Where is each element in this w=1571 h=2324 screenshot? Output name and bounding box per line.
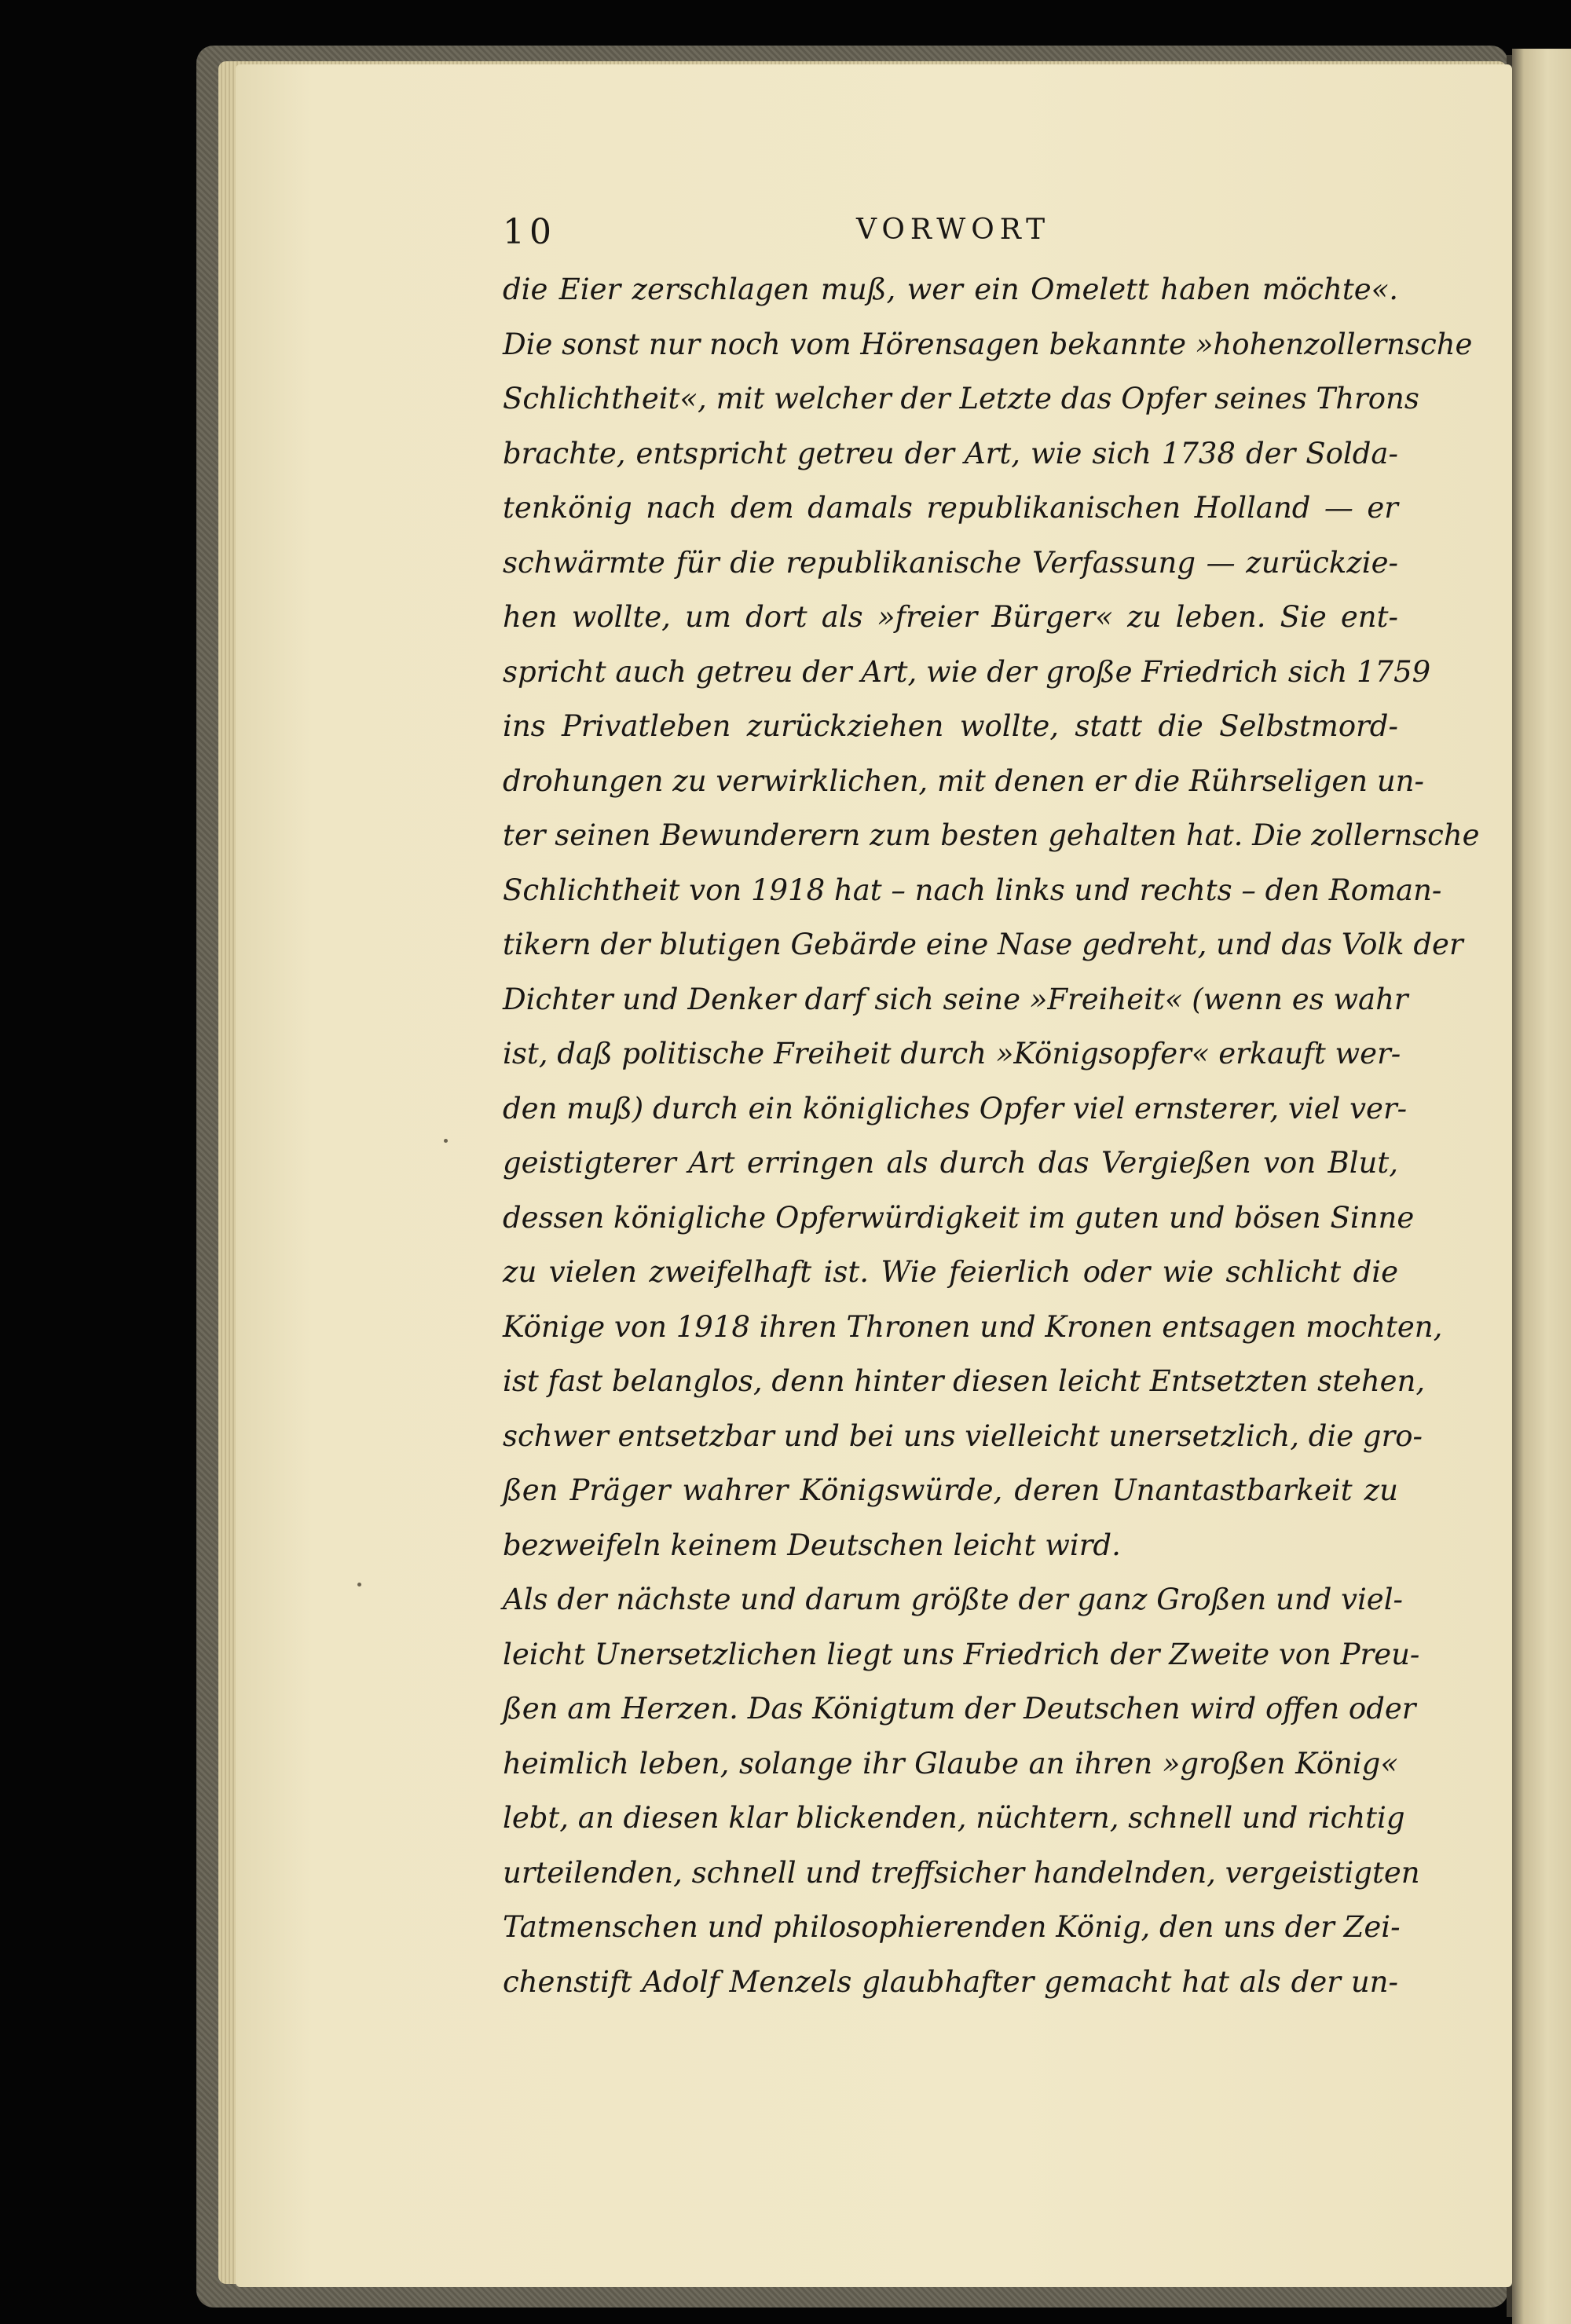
text-line: schwärmte für die republikanische Verfassung — zurückzie-: [503, 545, 1398, 580]
facing-page-edge: [1512, 49, 1571, 2324]
text-line: Schlichtheit von 1918 hat – nach links und rechts – den Roman-: [503, 873, 1442, 907]
text-line: Als der nächste und darum größte der ganz Großen und viel-: [503, 1583, 1404, 1616]
text-line: ins Privatleben zurückziehen wollte, statt die Selbstmord-: [503, 709, 1398, 743]
body-text: [503, 262, 1480, 2009]
paper-speck: [444, 1139, 448, 1143]
text-line: Die sonst nur noch vom Hörensagen bekannte »hohenzollernsche: [503, 327, 1473, 361]
text-line: Dichter und Denker darf sich seine »Freiheit« (wenn es wahr: [503, 982, 1408, 1016]
text-line: brachte, entspricht getreu der Art, wie sich 1738 der Solda-: [503, 436, 1398, 470]
page-number: 10: [503, 212, 556, 252]
text-line: ist fast belanglos, denn hinter diesen leicht Entsetzten stehen,: [503, 1364, 1426, 1398]
text-line: die Eier zerschlagen muß, wer ein Omelett haben möchte«.: [503, 273, 1398, 306]
paragraph: [503, 1572, 1420, 2009]
text-line: lebt, an diesen klar blickenden, nüchtern, schnell und richtig: [503, 1801, 1405, 1835]
text-line: spricht auch getreu der Art, wie der große Friedrich sich 1759: [503, 654, 1431, 689]
text-line: hen wollte, um dort als »freier Bürger« zu leben. Sie ent-: [503, 600, 1398, 634]
text-line: dessen königliche Opferwürdigkeit im guten und bösen Sinne: [503, 1200, 1415, 1235]
text-line: heimlich leben, solange ihr Glaube an ihren »großen König«: [503, 1746, 1398, 1781]
page-header: [503, 212, 1398, 259]
text-line: ßen Präger wahrer Königswürde, deren Unantastbarkeit zu: [503, 1473, 1398, 1507]
text-line: tikern der blutigen Gebärde eine Nase gedreht, und das Volk der: [503, 928, 1463, 961]
text-line: Tatmenschen und philosophierenden König, den uns der Zei-: [503, 1910, 1401, 1944]
text-line: geistigterer Art erringen als durch das Vergießen von Blut,: [503, 1146, 1398, 1180]
paragraph: [503, 262, 1480, 1572]
text-line: chenstift Adolf Menzels glaubhafter gemacht hat als der un-: [503, 1964, 1398, 1999]
text-line: urteilenden, schnell und treffsicher handelnden, vergeistigten: [503, 1855, 1420, 1890]
paper-speck: [357, 1583, 361, 1587]
text-line: den muß) durch ein königliches Opfer viel ernsterer, viel ver-: [503, 1091, 1408, 1125]
text-line: ist, daß politische Freiheit durch »Königsopfer« erkauft wer-: [503, 1037, 1401, 1071]
running-head: VORWORT: [856, 214, 1051, 246]
text-line: schwer entsetzbar und bei uns vielleicht unersetzlich, die gro-: [503, 1418, 1423, 1453]
text-line: ßen am Herzen. Das Königtum der Deutschen wird offen oder: [503, 1692, 1416, 1726]
text-line: drohungen zu verwirklichen, mit denen er die Rührseligen un-: [503, 763, 1425, 798]
text-line: Schlichtheit«, mit welcher der Letzte das Opfer seines Throns: [503, 382, 1419, 415]
text-line: leicht Unersetzlichen liegt uns Friedrich der Zweite von Preu-: [503, 1637, 1420, 1671]
text-line: ter seinen Bewunderern zum besten gehalten hat. Die zollernsche: [503, 818, 1480, 852]
text-line: bezweifeln keinem Deutschen leicht wird.: [503, 1528, 1121, 1562]
text-line: tenkönig nach dem damals republikanischen Holland — er: [503, 491, 1398, 525]
text-line: zu vielen zweifelhaft ist. Wie feierlich oder wie schlicht die: [503, 1255, 1398, 1289]
text-line: Könige von 1918 ihren Thronen und Kronen entsagen mochten,: [503, 1309, 1443, 1344]
